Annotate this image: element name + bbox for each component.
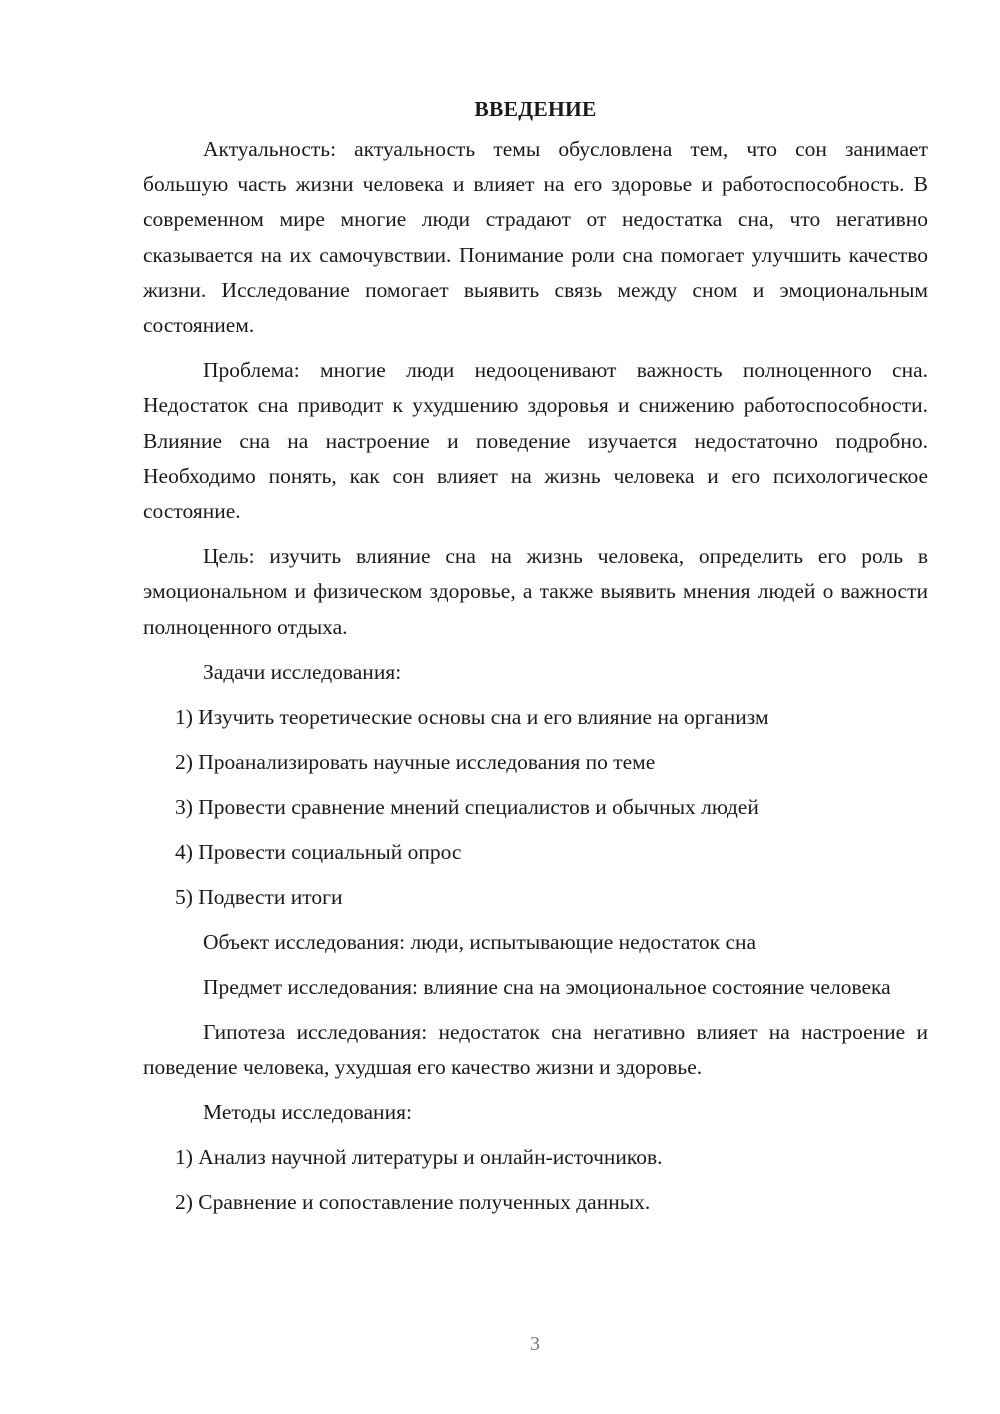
methods-heading: Методы исследования: (203, 1100, 412, 1125)
tasks-heading: Задачи исследования: (203, 659, 402, 684)
method-item: 2) Сравнение и сопоставление полученных данных. (175, 1190, 651, 1215)
methods-list (143, 1140, 928, 1220)
task-item: 3) Провести сравнение мнений специалистов и обычных людей (175, 794, 759, 819)
page-title: ВВЕДЕНИЕ (474, 97, 597, 121)
goal-paragraph: Цель: изучить влияние сна на жизнь человека, определить его роль в эмоциональном и физическом здоровье, а также выявить мнения людей о важности полноценного отдыха. (143, 544, 928, 639)
task-item: 1) Изучить теоретические основы сна и его влияние на организм (175, 704, 769, 729)
task-item: 4) Провести социальный опрос (175, 839, 462, 864)
method-item: 1) Анализ научной литературы и онлайн-источников. (175, 1145, 663, 1170)
problem-paragraph: Проблема: многие люди недооценивают важность полноценного сна. Недостаток сна приводит к ухудшению здоровья и снижению работоспособности. Влияние сна на настроение и поведение изучается недостаточно подробно. Необходимо понять, как сон влияет на жизнь человека и его психологическое состояние. (143, 358, 928, 524)
tasks-list (143, 700, 928, 915)
page-number: 3 (530, 1333, 540, 1355)
object-paragraph: Объект исследования: люди, испытывающие недостаток сна (203, 929, 757, 954)
task-item: 5) Подвести итоги (175, 884, 343, 909)
page-content (143, 92, 928, 1230)
hypothesis-paragraph: Гипотеза исследования: недостаток сна негативно влияет на настроение и поведение человека, ухудшая его качество жизни и здоровье. (143, 1020, 928, 1080)
relevance-paragraph: Актуальность: актуальность темы обусловлена тем, что сон занимает большую часть жизни человека и влияет на его здоровье и работоспособность. В современном мире многие люди страдают от недостатка сна, что негативно сказывается на их самочувствии. Понимание роли сна помогает улучшить качество жизни. Исследование помогает выявить связь между сном и эмоциональным состоянием. (143, 137, 928, 338)
task-item: 2) Проанализировать научные исследования по теме (175, 749, 656, 774)
subject-paragraph: Предмет исследования: влияние сна на эмоциональное состояние человека (203, 974, 891, 999)
